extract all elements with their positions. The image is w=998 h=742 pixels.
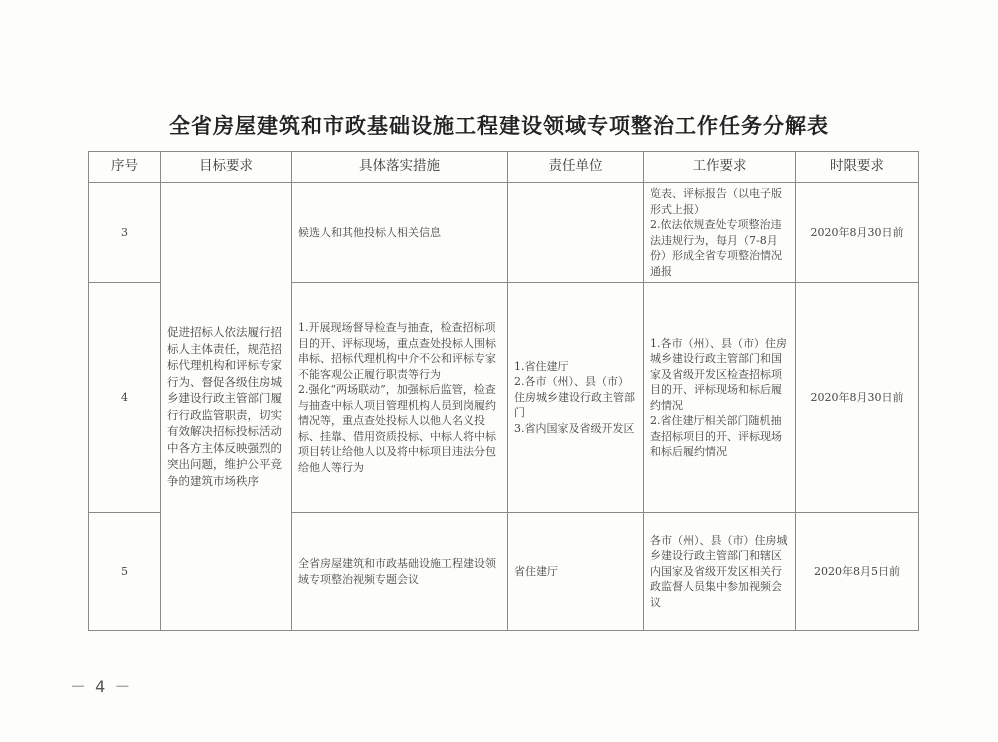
- table-header-row: [89, 152, 919, 183]
- measures-cell: [292, 283, 508, 513]
- requirements-text: 览表、评标报告（以电子版形式上报） 2.依法依规查处专项整治违法违规行为，每月（7-8月份）形成全省专项整治情况通报: [650, 187, 782, 278]
- requirements-text: 1.各市（州）、县（市）住房城乡建设行政主管部门和国家及省级开发区检查招标项目的开、评标现场和标后履约情况 2.省住建厅相关部门随机抽查招标项目的开、评标现场和标后履约情况: [650, 336, 787, 458]
- unit-cell: [508, 283, 644, 513]
- requirements-text: 各市（州）、县（市）住房城乡建设行政主管部门和辖区内国家及省级开发区相关行政监督人员集中参加视频会议: [650, 533, 788, 609]
- unit-text: 1.省住建厅 2.各市（州）、县（市）住房城乡建设行政主管部门 3.省内国家及省级开发区: [514, 359, 635, 435]
- row-seq: 5: [89, 513, 161, 631]
- measures-cell: [292, 513, 508, 631]
- measures-cell: [292, 183, 508, 283]
- unit-cell: [508, 183, 644, 283]
- header-deadline: 时限要求: [796, 152, 919, 183]
- requirements-cell: [644, 183, 796, 283]
- header-unit: 责任单位: [508, 152, 644, 183]
- requirements-cell: [644, 283, 796, 513]
- header-measures: 具体落实措施: [292, 152, 508, 183]
- unit-cell: [508, 513, 644, 631]
- deadline-cell: 2020年8月30日前: [796, 283, 919, 513]
- deadline-cell: 2020年8月30日前: [796, 183, 919, 283]
- row-seq: 4: [89, 283, 161, 513]
- page-number: － 4 －: [70, 677, 133, 696]
- unit-text: 省住建厅: [514, 564, 558, 578]
- document-title: 全省房屋建筑和市政基础设施工程建设领域专项整治工作任务分解表: [169, 113, 829, 138]
- header-requirements: 工作要求: [644, 152, 796, 183]
- measures-text: 全省房屋建筑和市政基础设施工程建设领域专项整治视频专题会议: [298, 557, 496, 586]
- measures-text: 1.开展现场督导检查与抽查，检查招标项目的开、评标现场，重点查处投标人围标串标、招标代理机构中介不公和评标专家不能客观公正履行职责等行为 2.强化“两场联动”，加强标后监管，检查与抽查中标人项目管理机构人员到岗履约情况等，重点查处投标人以他人名义投标、挂靠、借用资质投标、中标人将中标项目转让给他人以及将中标项目违法分包给他人等行为: [298, 321, 496, 474]
- measures-text: 候选人和其他投标人相关信息: [298, 225, 441, 239]
- task-breakdown-table: [88, 151, 919, 631]
- header-goal: 目标要求: [161, 152, 292, 183]
- goal-cell: [161, 183, 292, 631]
- deadline-cell: 2020年8月5日前: [796, 513, 919, 631]
- table-row: [89, 183, 919, 283]
- requirements-cell: [644, 513, 796, 631]
- row-seq: 3: [89, 183, 161, 283]
- header-seq: 序号: [89, 152, 161, 183]
- goal-text: 促进招标人依法履行招标人主体责任，规范招标代理机构和评标专家行为、督促各级住房城乡建设行政主管部门履行行政监管职责，切实有效解决招标投标活动中各方主体反映强烈的突出问题，维护公平竞争的建筑市场秩序: [167, 325, 282, 488]
